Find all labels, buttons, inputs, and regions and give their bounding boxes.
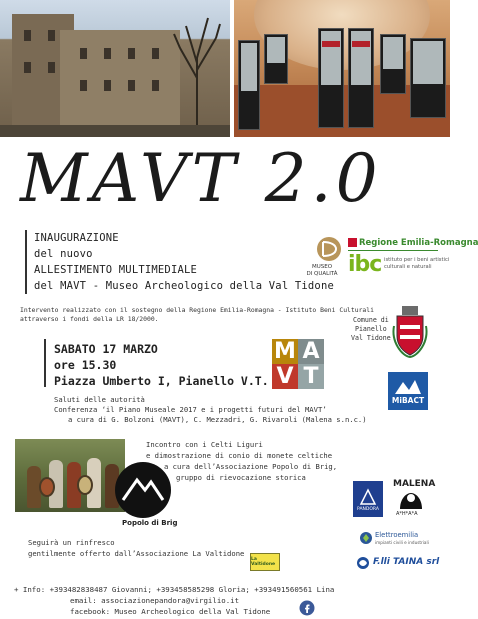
window [152,48,159,59]
comune-line: Comune di [352,316,389,324]
conference-speakers: a cura di G. Bolzoni (MAVT), C. Mezzadri, G. Rivaroli (Malena s.n.c.) [68,415,367,424]
malena-label: MALENA [393,479,436,489]
elettroemilia-tagline: impianti civili e industriali [375,540,429,545]
elettroemilia-icon [359,531,373,545]
inauguration-line: del MAVT - Museo Archeologico della Val Tidone [34,280,334,292]
mibact-logo [388,372,428,410]
taina-logo: F.lli TAINA srl [373,557,440,567]
mavt-cell: M [272,339,298,364]
window [80,80,87,91]
info-phones: + Info: +393482838487 Giovanni; +393458585298 Gloria; +393491560561 Lina [14,585,335,594]
ibc-logo: ibc [348,252,382,277]
castle-photo [0,0,230,137]
ibc-caption-line: istituto per i beni artistici [384,257,450,263]
display-case [264,34,288,84]
pandora-label: PANDORA [357,506,379,512]
window [104,80,111,91]
malena-sub: A*H*A*A [396,511,418,517]
inauguration-line: ALLESTIMENTO MULTIMEDIALE [34,264,198,276]
window [48,62,55,73]
ibc-caption-line: culturali e naturali [384,264,432,270]
refreshment-line: Seguirà un rinfresco [28,538,115,547]
support-note-line: attraverso i fondi della LR 18/2000. [20,314,159,323]
pandora-logo [353,481,383,517]
elettroemilia-name: Elettroemilia [375,531,419,539]
contact-email[interactable]: email: associazionepandora@virgilio.it [70,596,240,605]
mavt-cell: V [272,364,298,389]
display-case [348,28,374,128]
greetings: Saluti delle autorità [54,395,145,404]
display-case [318,28,344,128]
window [128,48,135,59]
event-time: ore 15.30 [54,358,117,372]
regione-flag-icon [348,238,357,247]
malena-logo [393,479,435,489]
contact-facebook[interactable]: facebook: Museo Archeologico della Val Tidone [70,607,271,616]
refreshment-line: gentilmente offerto dall’Associazione La Valtidone [28,549,245,558]
mavt-cell: T [298,364,324,389]
comune-line: Pianello [354,325,387,333]
regione-name: Regione Emilia-Romagna [359,238,478,248]
event-details [54,341,269,389]
comune-label [351,316,391,343]
window [80,48,87,59]
regione-underline [348,250,438,251]
inauguration-line: del nuovo [34,248,93,260]
valtidone-logo: La Valtidone [250,553,280,571]
celti-photo [15,439,125,512]
inauguration-line: INAUGURAZIONE [34,232,119,244]
display-case [238,40,260,130]
inauguration-block [34,231,334,295]
window [24,62,31,73]
museo-qualita-label [302,264,342,278]
event-place: Piazza Umberto I, Pianello V.T. [54,374,269,388]
conference-title: Conferenza ‘il Piano Museale 2017 e i progetti futuri del MAVT’ [54,405,327,414]
window [24,30,31,41]
celti-line: gruppo di rievocazione storica [176,473,306,482]
taina-icon [356,556,370,570]
window [128,80,135,91]
shield [39,477,55,497]
support-note-line: Intervento realizzato con il sostegno della Regione Emilia-Romagna - Istituto Beni Culturali [20,306,374,314]
celti-line: Incontro con i Celti Liguri [146,440,263,449]
museo-qualita-icon [316,236,342,262]
shield [77,475,93,495]
pandora-icon [358,487,378,507]
accent-bar [44,339,46,387]
malena-figure-icon [396,489,426,511]
page-title: MAVT 2.0 [20,140,382,217]
facebook-icon[interactable] [299,600,315,616]
brig-mountain-icon [115,462,171,518]
mavt-cell: A [298,339,324,364]
display-case [410,38,446,118]
title-banner [0,135,450,230]
mibact-icon [393,378,423,396]
window [104,48,111,59]
museo-qualita-text: MUSEO [311,264,333,270]
museo-qualita-text: DI QUALITÀ [306,271,338,277]
popolo-di-brig-logo [115,462,171,518]
castle-building [60,30,180,137]
display-case [380,34,406,94]
support-note [20,306,374,323]
comune-line: Val Tidone [351,334,391,342]
window [152,80,159,91]
elettroemilia-logo [375,531,429,547]
window [48,30,55,41]
museum-interior-photo [234,0,450,137]
celti-line: e dimostrazione di conio di monete celtiche [146,451,333,460]
mavt-logo [272,339,324,389]
event-day: SABATO 17 MARZO [54,342,158,356]
brig-caption: Popolo di Brig [122,519,178,527]
comune-crest-icon [392,306,428,358]
accent-bar [25,230,27,294]
mibact-label: MiBACT [391,395,425,405]
celti-line: a cura dell’Associazione Popolo di Brig, [164,462,338,471]
regione-logo [348,238,478,248]
bare-tree [172,8,222,137]
ibc-caption [384,257,449,271]
